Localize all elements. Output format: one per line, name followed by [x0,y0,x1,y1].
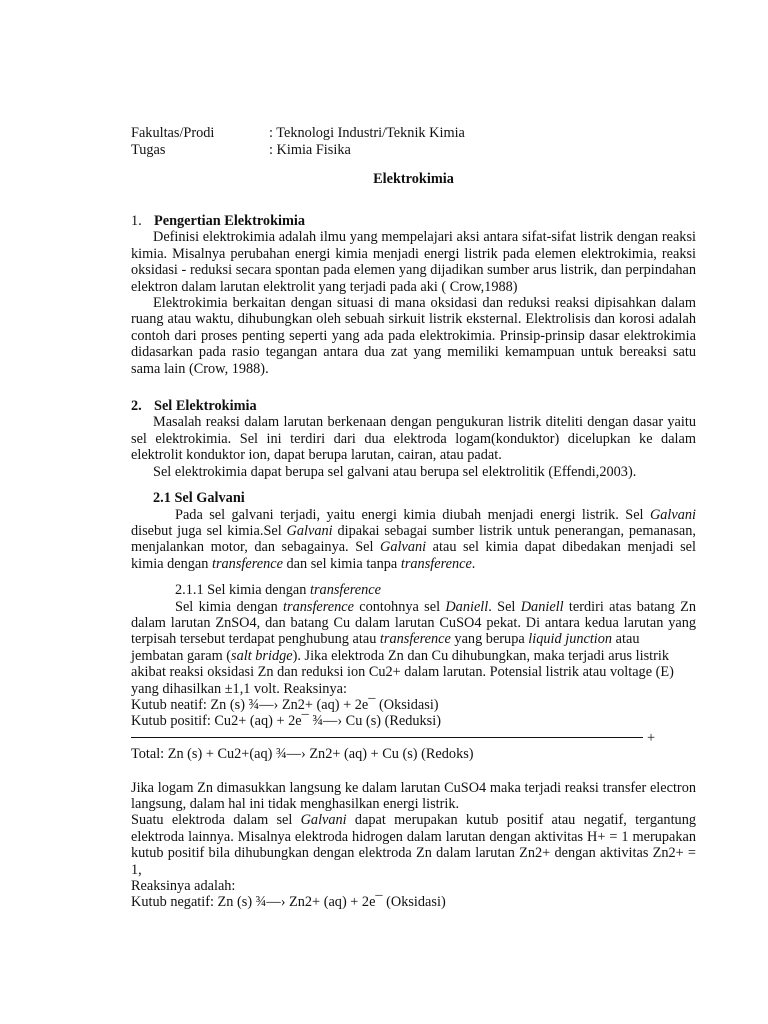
sum-rule [131,730,696,746]
document-body [131,125,696,911]
text-run: disebut juga sel kimia.Sel [131,522,287,539]
text-line: yang dihasilkan ±1,1 volt. Reaksinya: [131,680,347,697]
spacer [131,480,696,486]
section-heading-1 [131,213,696,229]
text-run: atau [612,631,640,648]
text-run: ). Jika elektroda Zn dan Cu dihubungkan, maka terjadi arus listrik [292,647,669,664]
subsection-heading-2-1-1 [131,582,696,598]
text-run: . [471,555,476,572]
text-run: Sel kimia dengan [175,598,284,615]
document-title: Elektrokimia [373,171,454,187]
paragraph: Masalah reaksi dalam larutan berkenaan dengan pengukuran listrik diteliti dengan dasar yaitu sel elektrokimia. Sel ini terdiri dari dua elektroda logam(konduktor) dicelupkan ke dalam elektrolit konduktor ion, dapat berupa larutan, cairan, atau padat. [131,414,696,464]
text-line: akibat reaksi oksidasi Zn dan reduksi ion Cu2+ dalam larutan. Potensial listrik atau voltage (E) [131,664,674,681]
text-run: contohnya sel [353,598,446,615]
text-run: yang berupa [450,631,529,648]
paragraph: Elektrokimia berkaitan dengan situasi di mana oksidasi dan reduksi reaksi dipisahkan dalam ruang atau waktu, dihubungkan oleh sebuah sirkuit listrik eksternal. Elektrolisis dan korosi adalah contoh dari proses penting seperti yang ada pada elektrokimia. Prinsip-prinsip dasar elektrokimia didasarkan pada rasio tegangan antara dua zat yang memiliki kemampuan untuk bereaksi satu sama lain (Crow, 1988). [131,295,696,377]
paragraph: Sel elektrokimia dapat berupa sel galvani atau berupa sel elektrolitik (Effendi,2003). [153,463,637,480]
spacer [131,763,696,780]
emphasis-transference: transference [212,555,283,572]
meta-row-task [131,142,696,159]
spacer [131,572,696,578]
text-run: dan sel kimia tanpa [282,555,401,572]
section-title: Sel Elektrokimia [154,398,257,415]
text-run: Suatu elektroda dalam sel [131,812,301,829]
reaction-cathode: Kutub positif: Cu2+ (aq) + 2e¯ ¾—› Cu (s) (Reduksi) [131,713,441,730]
text-run: dipakai sebagai sumber listrik untuk penerangan, pemanasan, menjalankan motor, dan sebagainya. Sel [131,522,696,556]
text-run: dapat merupakan kutub positif atau negatif, tergantung elektroda lainnya. Misalnya elektroda hidrogen dalam larutan dengan aktivitas H+ = 1 merupakan kutub positif bila dihubungkan dengan elektroda Zn dalam larutan Zn2+ dengan aktivitas Zn2+ = 1, [131,812,696,878]
emphasis-transference: transference [283,598,354,615]
emphasis-transference: transference [310,582,381,599]
meta-key: Fakultas/Prodi [131,125,215,141]
emphasis-daniell: Daniell [520,598,564,615]
text-run: terdiri atas batang Zn dalam larutan ZnSO4, dan batang Cu dalam larutan CuSO4 pekat. Di antara kedua larutan yang terpisah tersebut terdapat penghubung atau [131,598,696,648]
text-run: . Sel [488,598,521,615]
text-run: 2.1.1 Sel kimia dengan [175,582,311,599]
paragraph: Definisi elektrokimia adalah ilmu yang mempelajari aksi antara sifat-sifat listrik dengan reaksi kimia. Misalnya perubahan energi kimia menjadi energi listrik pada elemen elektrokimia, reaksi oksidasi - reduksi secara spontan pada elemen yang dijadikan sumber arus listrik, dan perpindahan elektron dalam larutan elektrolit yang terjadi pada aki ( Crow,1988) [131,229,696,295]
text-line [131,648,696,664]
emphasis-daniell: Daniell [445,598,489,615]
text-line: Reaksinya adalah: [131,878,236,895]
text-run: atau sel kimia dapat dibedakan menjadi sel kimia dengan [131,539,697,572]
emphasis-transference: transference [400,555,472,572]
plus-sign: + [647,729,656,746]
reaction-anode: Kutub neatif: Zn (s) ¾—› Zn2+ (aq) + 2e¯ (Oksidasi) [131,696,439,713]
emphasis-liquid-junction: liquid junction [528,631,613,648]
reaction-anode: Kutub negatif: Zn (s) ¾—› Zn2+ (aq) + 2e¯ (Oksidasi) [131,894,446,911]
section-number: 2. [131,398,142,415]
emphasis-galvani: Galvani [300,812,347,829]
spacer [131,377,696,394]
emphasis-galvani: Galvani [649,506,696,523]
reaction-total: Total: Zn (s) + Cu2+(aq) ¾—› Zn2+ (aq) + Cu (s) (Redoks) [131,746,474,763]
paragraph [131,812,696,878]
section-number: 1. [131,213,142,229]
emphasis-salt-bridge: salt bridge [231,647,293,664]
meta-row-faculty [131,125,696,142]
paragraph: Jika logam Zn dimasukkan langsung ke dalam larutan CuSO4 maka terjadi reaksi transfer electron langsung, dalam hal ini tidak menghasilkan energi listrik. [131,779,696,812]
text-run: jembatan garam ( [131,647,232,664]
text-run: Pada sel galvani terjadi, yaitu energi kimia diubah menjadi energi listrik. Sel [175,506,650,523]
meta-value: : Teknologi Industri/Teknik Kimia [269,125,465,141]
section-heading-2 [131,398,696,414]
section-title: Pengertian Elektrokimia [154,213,306,229]
emphasis-galvani: Galvani [286,522,333,539]
meta-value: : Kimia Fisika [269,141,351,158]
paragraph [131,599,696,648]
emphasis-transference: transference [379,631,451,648]
horizontal-rule [131,737,643,738]
meta-key: Tugas [131,141,166,158]
paragraph [131,507,696,573]
subsection-heading-2-1: 2.1 Sel Galvani [153,490,245,507]
emphasis-galvani: Galvani [380,539,427,556]
